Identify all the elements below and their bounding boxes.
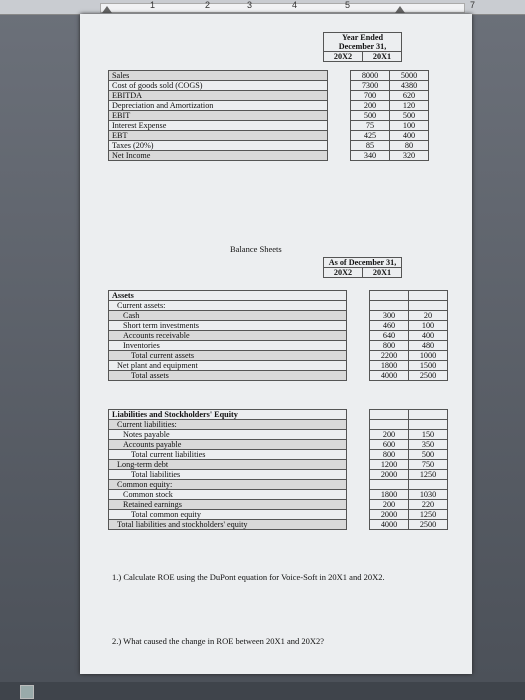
subsection-title: Common equity:: [109, 480, 347, 490]
row-value: 700: [351, 91, 390, 101]
app-icon[interactable]: [20, 685, 34, 699]
balance-sheet-header: [323, 257, 402, 278]
subsection-title: Current assets:: [109, 301, 347, 311]
row-label: Total liabilities and stockholders' equity: [109, 520, 347, 530]
assets-table: [108, 290, 448, 381]
balance-sheet-title: Balance Sheets: [230, 244, 282, 254]
row-value: 85: [351, 141, 390, 151]
row-value: 425: [351, 131, 390, 141]
row-value: 20: [409, 311, 448, 321]
row-value: 5000: [390, 71, 429, 81]
row-label: Long-term debt: [109, 460, 347, 470]
row-value: 620: [390, 91, 429, 101]
row-value: 500: [390, 111, 429, 121]
row-value: 7300: [351, 81, 390, 91]
row-value: 1030: [409, 490, 448, 500]
row-label: Total current liabilities: [109, 450, 347, 460]
row-value: 340: [351, 151, 390, 161]
row-label: Total assets: [109, 371, 347, 381]
income-statement-table: [108, 70, 429, 161]
table-row: [109, 510, 448, 520]
row-label: Common stock: [109, 490, 347, 500]
table-row: [109, 351, 448, 361]
table-row: [109, 490, 448, 500]
period-label: Year Ended: [324, 33, 402, 43]
table-row: [109, 311, 448, 321]
row-value: 200: [351, 101, 390, 111]
taskbar: [0, 682, 525, 700]
row-value: 2500: [409, 520, 448, 530]
ruler-number: 1: [150, 0, 156, 10]
row-label: Total liabilities: [109, 470, 347, 480]
table-row: [109, 291, 448, 301]
question-2: 2.) What caused the change in ROE between 20X1 and 20X2?: [112, 636, 325, 646]
row-value: 80: [390, 141, 429, 151]
row-label: Cash: [109, 311, 347, 321]
table-row: [109, 141, 429, 151]
row-label: Net Income: [109, 151, 328, 161]
ruler-number: 3: [247, 0, 253, 10]
table-row: [109, 361, 448, 371]
table-row: [109, 331, 448, 341]
row-value: 2000: [370, 510, 409, 520]
table-row: [109, 460, 448, 470]
table-row: [109, 301, 448, 311]
row-value: 1250: [409, 470, 448, 480]
table-row: [109, 101, 429, 111]
row-value: 1250: [409, 510, 448, 520]
document-page[interactable]: [80, 14, 472, 674]
table-row: [109, 341, 448, 351]
table-row: [109, 500, 448, 510]
table-row: [109, 420, 448, 430]
column-header-20x2: 20X2: [324, 268, 363, 278]
row-value: 4380: [390, 81, 429, 91]
row-value: 220: [409, 500, 448, 510]
row-value: 460: [370, 321, 409, 331]
row-value: 100: [390, 121, 429, 131]
row-value: 2200: [370, 351, 409, 361]
row-value: 800: [370, 450, 409, 460]
horizontal-ruler[interactable]: [0, 0, 525, 15]
row-value: 320: [390, 151, 429, 161]
row-label: Cost of goods sold (COGS): [109, 81, 328, 91]
row-value: 480: [409, 341, 448, 351]
table-row: [109, 410, 448, 420]
row-value: 300: [370, 311, 409, 321]
row-value: 1000: [409, 351, 448, 361]
ruler-number: 4: [292, 0, 298, 10]
row-value: 1800: [370, 361, 409, 371]
ruler-number: 2: [205, 0, 211, 10]
row-value: 500: [351, 111, 390, 121]
row-value: 150: [409, 430, 448, 440]
table-row: [109, 111, 429, 121]
row-label: Depreciation and Amortization: [109, 101, 328, 111]
right-indent-marker-icon[interactable]: [395, 6, 405, 13]
liabilities-table: [108, 409, 448, 530]
row-label: EBITDA: [109, 91, 328, 101]
row-value: 200: [370, 500, 409, 510]
row-value: 750: [409, 460, 448, 470]
row-value: 120: [390, 101, 429, 111]
column-header-20x1: 20X1: [363, 52, 402, 62]
ruler-number: 7: [470, 0, 476, 10]
table-row: [109, 480, 448, 490]
column-header-20x1: 20X1: [363, 268, 402, 278]
row-value: 600: [370, 440, 409, 450]
table-row: [109, 151, 429, 161]
section-title: Liabilities and Stockholders' Equity: [109, 410, 347, 420]
row-label: Total common equity: [109, 510, 347, 520]
row-value: 1200: [370, 460, 409, 470]
row-value: 800: [370, 341, 409, 351]
income-statement-header: [323, 32, 402, 62]
section-title: Assets: [109, 291, 347, 301]
row-label: Net plant and equipment: [109, 361, 347, 371]
row-value: 400: [390, 131, 429, 141]
row-label: Sales: [109, 71, 328, 81]
row-label: EBIT: [109, 111, 328, 121]
row-value: 400: [409, 331, 448, 341]
row-value: 4000: [370, 371, 409, 381]
row-value: 2500: [409, 371, 448, 381]
table-row: [109, 520, 448, 530]
row-label: Taxes (20%): [109, 141, 328, 151]
row-value: 500: [409, 450, 448, 460]
table-row: [109, 81, 429, 91]
row-value: 2000: [370, 470, 409, 480]
row-label: Accounts payable: [109, 440, 347, 450]
row-value: 200: [370, 430, 409, 440]
row-value: 100: [409, 321, 448, 331]
row-value: 1500: [409, 361, 448, 371]
table-row: [109, 371, 448, 381]
table-row: [109, 450, 448, 460]
table-row: [109, 121, 429, 131]
date-label: As of December 31,: [324, 258, 402, 268]
ruler-number: 5: [345, 0, 351, 10]
table-row: [109, 91, 429, 101]
row-label: Short term investments: [109, 321, 347, 331]
row-value: 8000: [351, 71, 390, 81]
table-row: [109, 430, 448, 440]
row-value: 640: [370, 331, 409, 341]
row-label: EBT: [109, 131, 328, 141]
row-value: 350: [409, 440, 448, 450]
column-header-20x2: 20X2: [324, 52, 363, 62]
table-row: [109, 131, 429, 141]
row-label: Retained earnings: [109, 500, 347, 510]
row-label: Interest Expense: [109, 121, 328, 131]
date-label: December 31,: [324, 42, 402, 52]
table-row: [109, 71, 429, 81]
question-1: 1.) Calculate ROE using the DuPont equation for Voice-Soft in 20X1 and 20X2.: [112, 572, 385, 582]
row-label: Notes payable: [109, 430, 347, 440]
row-value: 4000: [370, 520, 409, 530]
row-label: Inventories: [109, 341, 347, 351]
row-value: 75: [351, 121, 390, 131]
subsection-title: Current liabilities:: [109, 420, 347, 430]
left-indent-marker-icon[interactable]: [102, 6, 112, 13]
row-label: Accounts receivable: [109, 331, 347, 341]
table-row: [109, 321, 448, 331]
row-value: 1800: [370, 490, 409, 500]
table-row: [109, 440, 448, 450]
table-row: [109, 470, 448, 480]
row-label: Total current assets: [109, 351, 347, 361]
